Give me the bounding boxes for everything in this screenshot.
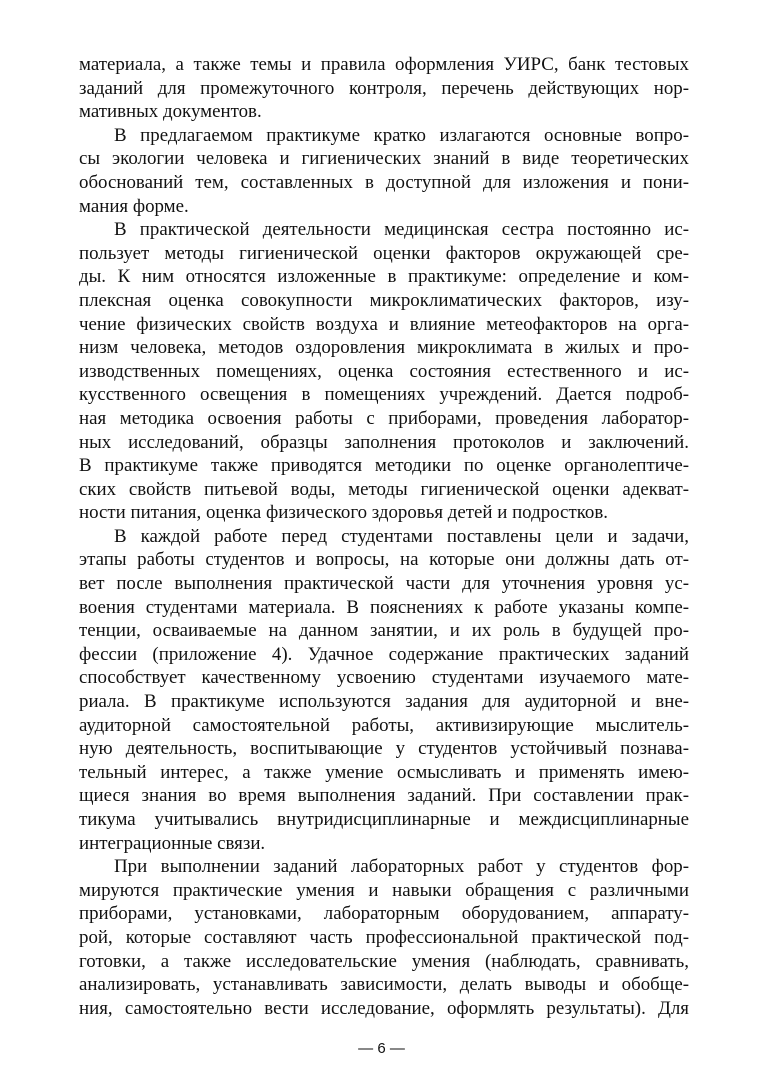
- text-line: плексная оценка совокупности микроклиматических факторов, изу-: [79, 289, 689, 311]
- text-line: тенции, осваиваемые на данном занятии, и их роль в будущей про-: [79, 620, 689, 642]
- text-line: кусственного освещения в помещениях учреждений. Дается подроб-: [79, 384, 689, 406]
- text-line: мативных документов.: [79, 101, 262, 123]
- paragraph: [79, 53, 689, 124]
- text-line: низм человека, методов оздоровления микроклимата в жилых и про-: [79, 337, 689, 359]
- text-line: обоснований тем, составленных в доступной для изложения и пони-: [79, 171, 689, 193]
- text-line: ских свойств питьевой воды, методы гигиенической оценки адекват-: [79, 478, 689, 500]
- text-line: способствует качественному усвоению студентами изучаемого мате-: [79, 667, 689, 689]
- text-line: мания форме.: [79, 195, 189, 217]
- text-line: сы экологии человека и гигиенических знаний в виде теоретических: [79, 148, 689, 170]
- text-line: В практикуме также приводятся методики по оценке органолептиче-: [79, 455, 689, 477]
- text-line: ния, самостоятельно вести исследование, оформлять результаты). Для: [79, 997, 689, 1019]
- text-line: анализировать, устанавливать зависимости, делать выводы и обобще-: [79, 974, 689, 996]
- text-line: воения студентами материала. В пояснениях к работе указаны компе-: [79, 596, 689, 618]
- text-line: вет после выполнения практической части для уточнения уровня ус-: [79, 573, 689, 595]
- text-line: щиеся знания во время выполнения заданий. При составлении прак-: [79, 785, 689, 807]
- text-line: тикума учитывались внутридисциплинарные и междисциплинарные: [79, 809, 689, 830]
- text-line: рой, которые составляют часть профессиональной практической под-: [79, 926, 689, 948]
- text-line: ды. К ним относятся изложенные в практикуме: определение и ком-: [79, 266, 689, 288]
- text-line: чение физических свойств воздуха и влияние метеофакторов на орга-: [79, 313, 689, 335]
- text-line: аудиторной самостоятельной работы, активизирующие мыслитель-: [79, 714, 689, 736]
- text-line: ная методика освоения работы с приборами, проведения лаборатор-: [79, 407, 689, 429]
- text-line: В предлагаемом практикуме кратко излагаются основные вопро-: [114, 124, 689, 146]
- text-line: изводственных помещениях, оценка состояния естественного и ис-: [79, 360, 689, 382]
- paragraph: [79, 218, 689, 525]
- text-line: приборами, установками, лабораторным оборудованием, аппарату-: [79, 903, 689, 925]
- body-text: [79, 53, 689, 1020]
- text-line: В практической деятельности медицинская сестра постоянно ис-: [114, 219, 689, 241]
- text-line: ных исследований, образцы заполнения протоколов и заключений.: [79, 431, 689, 453]
- text-line: ности питания, оценка физического здоровья детей и подростков.: [79, 502, 609, 524]
- text-line: фессии (приложение 4). Удачное содержание практических заданий: [79, 643, 689, 665]
- text-line: пользует методы гигиенической оценки факторов окружающей сре-: [79, 242, 689, 264]
- text-line: готовки, а также исследовательские умения (наблюдать, сравнивать,: [79, 950, 689, 972]
- text-line: материала, а также темы и правила оформления УИРС, банк тестовых: [79, 54, 689, 75]
- text-line: ную деятельность, воспитывающие у студентов устойчивый познава-: [79, 738, 689, 760]
- paragraph: [79, 525, 689, 855]
- text-line: интеграционные связи.: [79, 832, 266, 854]
- paragraph: [79, 855, 689, 1020]
- paragraph: [79, 124, 689, 218]
- text-line: риала. В практикуме используются задания для аудиторной и вне-: [79, 691, 689, 713]
- text-line: заданий для промежуточного контроля, перечень действующих нор-: [79, 77, 689, 99]
- text-line: мируются практические умения и навыки обращения с различными: [79, 879, 689, 901]
- page-number: — 6 —: [358, 1040, 405, 1057]
- text-line: этапы работы студентов и вопросы, на которые они должны дать от-: [79, 549, 689, 571]
- text-line: При выполнении заданий лабораторных работ у студентов фор-: [114, 856, 689, 878]
- text-line: тельный интерес, а также умение осмысливать и применять имею-: [79, 761, 689, 783]
- text-line: В каждой работе перед студентами поставлены цели и задачи,: [114, 525, 689, 547]
